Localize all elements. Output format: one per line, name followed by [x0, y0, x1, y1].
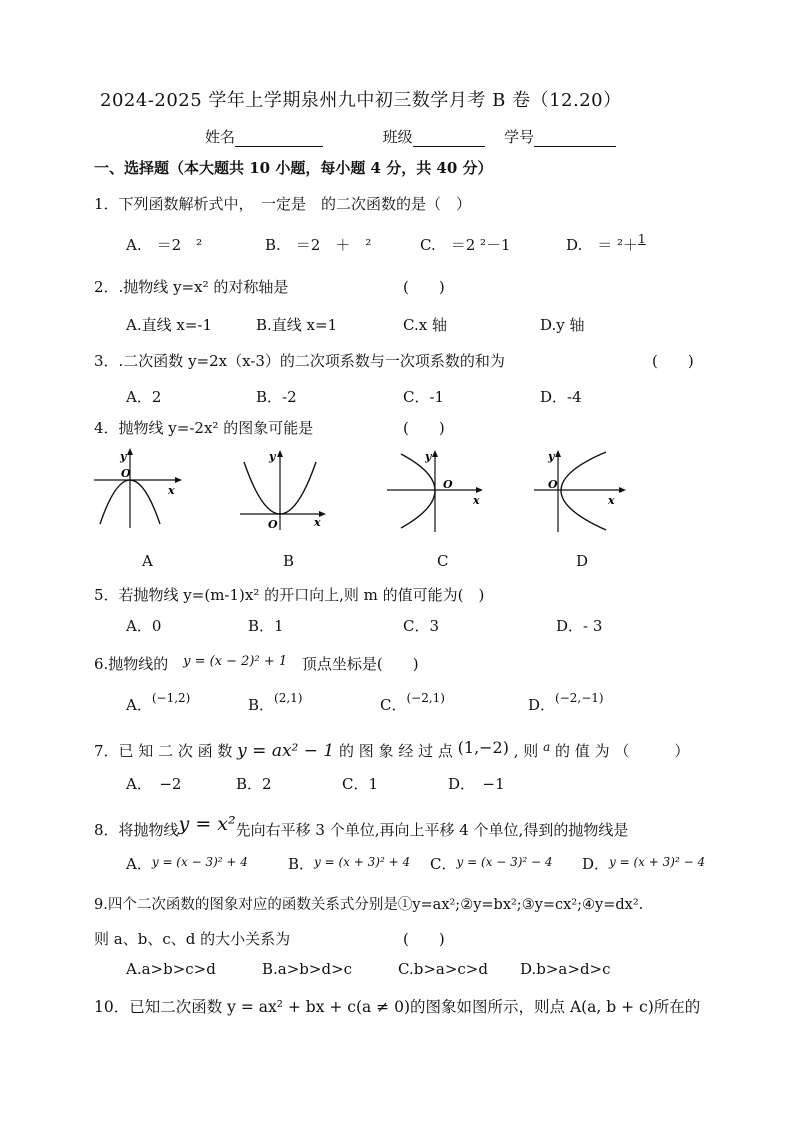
q4-stem: 4．抛物线 y=-2x² 的图象可能是: [94, 419, 314, 437]
x-axis-arrow: [476, 487, 483, 493]
y-axis-label: y: [425, 450, 432, 463]
q5-option-d[interactable]: D．- 3: [556, 617, 603, 635]
id-label: 学号: [504, 128, 535, 146]
q8-option-b-value: y = (x + 3)² + 4: [314, 855, 411, 869]
q9-stem-line2: 则 a、b、c、d 的大小关系为: [94, 930, 291, 948]
q4-label-b: B: [283, 552, 295, 570]
q8-option-a-value: y = (x − 3)² + 4: [151, 855, 248, 869]
q6-stem: [94, 653, 419, 674]
q9-option-c[interactable]: C.b>a>c>d: [398, 960, 488, 978]
q6-option-d-value: (−2,−1): [555, 691, 604, 705]
q8-option-c[interactable]: [430, 853, 553, 874]
y-axis-arrow: [277, 450, 283, 457]
q2-option-c[interactable]: C.x 轴: [403, 316, 447, 334]
q8-option-b[interactable]: [288, 853, 410, 874]
class-label: 班级: [382, 128, 413, 146]
q6-option-d-label: D．: [528, 696, 556, 714]
y-axis-label: y: [548, 450, 555, 463]
q8-option-b-label: B．: [288, 855, 315, 873]
class-blank[interactable]: [413, 130, 485, 147]
q7-stem-pre: 7．已 知 二 次 函 数: [94, 742, 233, 760]
q1-option-d[interactable]: [566, 234, 646, 255]
section-heading: 一、选择题（本大题共 10 小题，每小题 4 分，共 40 分）: [94, 159, 493, 177]
q6-stem-post: 顶点坐标是( ): [301, 655, 419, 673]
q6-option-c-value: (−2,1): [406, 691, 445, 705]
q4-label-c: C: [437, 552, 449, 570]
q7-stem-post: , 则: [513, 742, 539, 760]
q4-answer-paren[interactable]: ( ): [403, 419, 445, 437]
q4-graph-d[interactable]: [530, 446, 640, 536]
q9-option-d[interactable]: D.b>a>d>c: [520, 960, 611, 978]
q7-stem-end: 的 值 为 （ ）: [555, 742, 690, 760]
q5-option-a[interactable]: A．0: [126, 617, 162, 635]
q6-stem-pre: 6.抛物线的: [94, 655, 169, 673]
student-info-row: [205, 126, 616, 147]
q3-answer-paren[interactable]: ( ): [652, 352, 694, 370]
q1-option-d-fraction: 1: [638, 232, 646, 246]
q8-option-d-label: D．: [582, 855, 610, 873]
q9-option-a[interactable]: A.a>b>c>d: [126, 960, 216, 978]
q4-label-d: D: [576, 552, 589, 570]
q8-stem-post: 先向右平移 3 个单位,再向上平移 4 个单位,得到的抛物线是: [235, 821, 629, 839]
q2-option-b[interactable]: B.直线 x=1: [256, 316, 338, 334]
q7-stem-mid: 的 图 象 经 过 点: [339, 742, 453, 760]
q4-graph-c[interactable]: [383, 446, 493, 536]
origin-label: O: [443, 478, 453, 491]
q2-stem: 2．.抛物线 y=x² 的对称轴是: [94, 278, 289, 296]
name-label: 姓名: [205, 128, 236, 146]
q8-formula: y = x²: [178, 813, 236, 835]
y-axis-arrow: [432, 450, 438, 457]
q1-stem: 1．下列函数解析式中， 一定是 的二次函数的是（ ）: [94, 195, 472, 213]
x-axis-label: x: [608, 494, 615, 507]
q6-option-a[interactable]: [126, 691, 191, 715]
q3-option-a[interactable]: A．2: [126, 388, 162, 406]
q4-label-a: A: [142, 552, 153, 570]
y-axis-arrow: [555, 450, 561, 457]
y-axis-label: y: [269, 450, 276, 463]
q3-stem: 3．.二次函数 y=2x（x-3）的二次项系数与一次项系数的和为: [94, 352, 505, 370]
q6-option-a-value: (−1,2): [151, 691, 191, 705]
q7-option-b[interactable]: B．2: [236, 775, 272, 793]
q7-variable: a: [543, 740, 551, 754]
parabola-curve: [401, 454, 435, 528]
q9-stem-line1: 9.四个二次函数的图象对应的函数关系式分别是①y=ax²;②y=bx²;③y=cx²;④y=dx².: [94, 897, 644, 913]
q7-stem: [94, 740, 689, 761]
q7-option-c[interactable]: C．1: [342, 775, 379, 793]
y-axis-label: y: [120, 450, 127, 463]
q5-stem: 5．若抛物线 y=(m-1)x² 的开口向上,则 m 的值可能为( ): [94, 586, 485, 604]
q5-option-c[interactable]: C．3: [403, 617, 440, 635]
q6-option-b-label: B．: [248, 696, 275, 714]
origin-label: O: [268, 518, 278, 531]
q1-option-c[interactable]: C. ＝2 ²－1: [420, 236, 511, 254]
id-blank[interactable]: [534, 130, 616, 147]
q9-answer-paren[interactable]: ( ): [403, 930, 445, 948]
q7-formula: y = ax² − 1: [237, 741, 335, 761]
q1-option-a[interactable]: A. ＝2 ²: [126, 236, 203, 254]
name-blank[interactable]: [235, 130, 323, 147]
x-axis-arrow: [619, 487, 626, 493]
q2-option-a[interactable]: A.直线 x=-1: [126, 316, 213, 334]
origin-label: O: [548, 478, 558, 491]
x-axis-label: x: [168, 484, 175, 497]
x-axis-arrow: [175, 477, 182, 483]
x-axis-label: x: [314, 516, 321, 529]
parabola-curve: [561, 452, 606, 530]
q7-option-a[interactable]: A． −2: [126, 775, 182, 793]
q6-formula: y = (x − 2)² + 1: [183, 654, 288, 669]
q8-stem-pre: 8．将抛物线: [94, 821, 179, 839]
q8-option-a[interactable]: [126, 853, 248, 874]
q8-option-c-label: C．: [430, 855, 457, 873]
q8-option-d[interactable]: [582, 853, 705, 874]
q1-option-b[interactable]: B. ＝2 ＋ ²: [265, 236, 372, 254]
y-axis-arrow: [127, 448, 133, 455]
q8-option-a-label: A．: [126, 855, 152, 873]
q7-option-d[interactable]: D． −1: [448, 775, 505, 793]
q8-option-c-value: y = (x − 3)² − 4: [456, 855, 553, 869]
q6-option-a-label: A．: [126, 696, 152, 714]
q10-stem: 10．已知二次函数 y = ax² + bx + c(a ≠ 0)的图象如图所示，则点 A(a, b + c)所在的: [94, 998, 701, 1016]
q6-option-b[interactable]: [248, 691, 303, 715]
q5-option-b[interactable]: B．1: [248, 617, 284, 635]
q9-option-b[interactable]: B.a>b>d>c: [262, 960, 353, 978]
q3-option-c[interactable]: C．-1: [403, 388, 445, 406]
q6-option-b-value: (2,1): [274, 691, 303, 705]
q2-option-d[interactable]: D.y 轴: [540, 316, 585, 334]
q3-option-d[interactable]: D．-4: [540, 388, 582, 406]
page-title: 2024-2025 学年上学期泉州九中初三数学月考 B 卷（12.20）: [100, 90, 622, 111]
origin-label: O: [121, 467, 131, 480]
q2-answer-paren[interactable]: ( ): [403, 278, 445, 296]
q7-point: (1,−2): [457, 738, 509, 757]
q6-option-c-label: C．: [380, 696, 407, 714]
q4-graph-a[interactable]: [90, 446, 190, 536]
q3-option-b[interactable]: B．-2: [256, 388, 297, 406]
q1-option-d-text: D. ＝ ²＋: [566, 236, 639, 254]
q8-option-d-value: y = (x + 3)² − 4: [609, 855, 706, 869]
x-axis-label: x: [473, 494, 480, 507]
q4-graph-b[interactable]: [236, 446, 336, 536]
q8-stem: [94, 813, 629, 840]
q6-option-d[interactable]: [528, 691, 604, 715]
q6-option-c[interactable]: [380, 691, 445, 715]
